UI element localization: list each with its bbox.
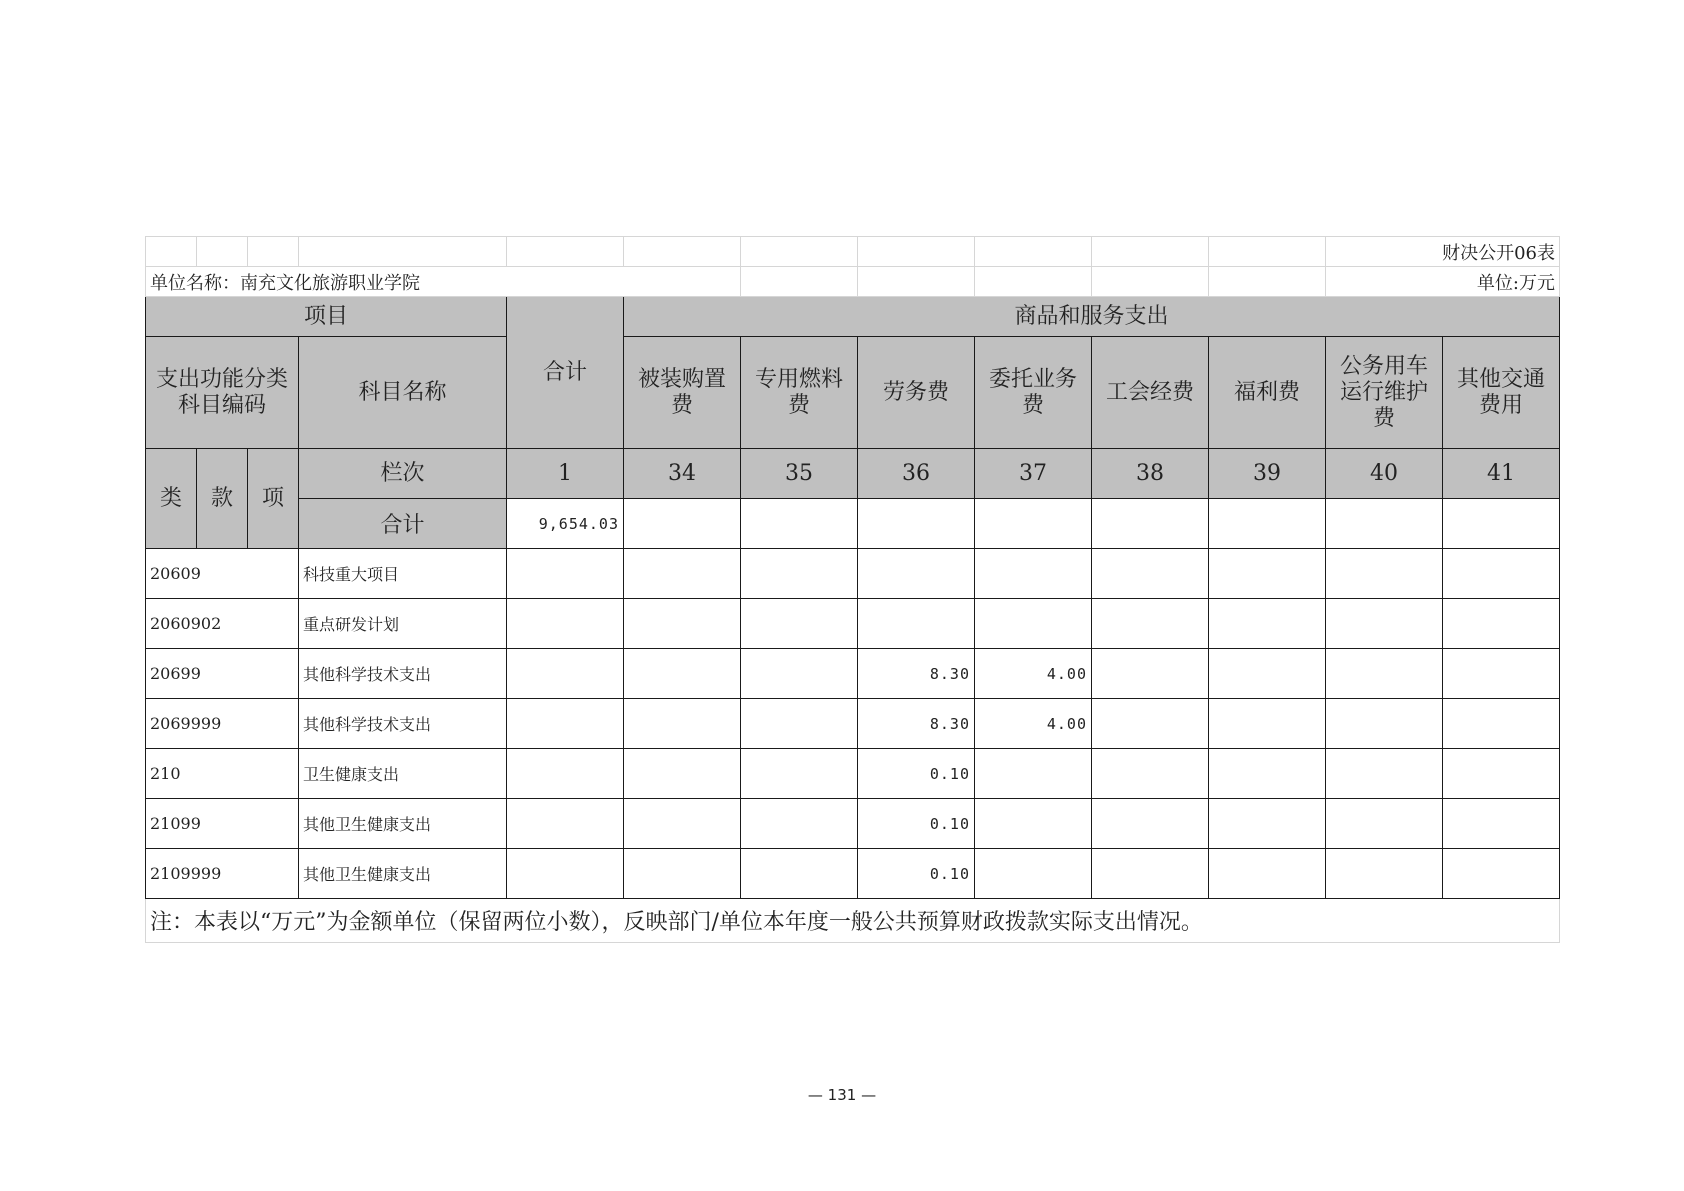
row-c38 — [1092, 599, 1209, 649]
row-c38 — [1092, 649, 1209, 699]
row-total — [507, 799, 624, 849]
header-func-code: 支出功能分类科目编码 — [146, 337, 299, 449]
row-c37 — [975, 799, 1092, 849]
unit-label: 单位:万元 — [1326, 267, 1560, 297]
totals-row — [146, 499, 1560, 549]
row-total — [507, 699, 624, 749]
row-c35 — [741, 649, 858, 699]
header-col-41: 其他交通费用 — [1443, 337, 1560, 449]
header-lanci: 栏次 — [299, 449, 507, 499]
row-c36 — [858, 549, 975, 599]
row-c37: 4.00 — [975, 699, 1092, 749]
page-number: — 131 — — [807, 1086, 877, 1104]
row-c34 — [624, 749, 741, 799]
row-c39 — [1209, 849, 1326, 899]
table-row — [146, 699, 1560, 749]
row-name: 科技重大项目 — [299, 549, 507, 599]
row-name: 其他卫生健康支出 — [299, 849, 507, 899]
row-c36: 8.30 — [858, 699, 975, 749]
table-row — [146, 599, 1560, 649]
row-c36: 0.10 — [858, 799, 975, 849]
unit-name: 单位名称：南充文化旅游职业学院 — [146, 267, 741, 297]
row-c35 — [741, 599, 858, 649]
row-c41 — [1443, 749, 1560, 799]
row-name: 重点研发计划 — [299, 599, 507, 649]
table-row — [146, 849, 1560, 899]
row-c39 — [1209, 749, 1326, 799]
row-c34 — [624, 549, 741, 599]
row-c38 — [1092, 749, 1209, 799]
row-c40 — [1326, 649, 1443, 699]
row-c34 — [624, 649, 741, 699]
header-col-35: 专用燃料费 — [741, 337, 858, 449]
row-c34 — [624, 699, 741, 749]
row-total — [507, 549, 624, 599]
row-c34 — [624, 799, 741, 849]
header-row-2 — [146, 337, 1560, 449]
header-col-34: 被装购置费 — [624, 337, 741, 449]
row-c34 — [624, 849, 741, 899]
row-c39 — [1209, 649, 1326, 699]
col-number-41: 41 — [1443, 449, 1560, 499]
row-code: 21099 — [146, 799, 299, 849]
totals-c37 — [975, 499, 1092, 549]
totals-c36 — [858, 499, 975, 549]
totals-c40 — [1326, 499, 1443, 549]
row-c37 — [975, 599, 1092, 649]
row-c35 — [741, 699, 858, 749]
row-c41 — [1443, 599, 1560, 649]
row-total — [507, 749, 624, 799]
row-c40 — [1326, 549, 1443, 599]
col-number-total: 1 — [507, 449, 624, 499]
totals-c41 — [1443, 499, 1560, 549]
row-c37: 4.00 — [975, 649, 1092, 699]
col-number-35: 35 — [741, 449, 858, 499]
header-row-lanci — [146, 449, 1560, 499]
table-row — [146, 799, 1560, 849]
col-number-39: 39 — [1209, 449, 1326, 499]
table-id: 财决公开06表 — [1326, 237, 1560, 267]
row-total — [507, 849, 624, 899]
row-c35 — [741, 549, 858, 599]
meta-row-table-id — [146, 237, 1560, 267]
finance-sheet — [145, 236, 1559, 943]
row-code: 20699 — [146, 649, 299, 699]
row-c38 — [1092, 699, 1209, 749]
row-c37 — [975, 549, 1092, 599]
row-code: 2069999 — [146, 699, 299, 749]
header-col-37: 委托业务费 — [975, 337, 1092, 449]
row-c41 — [1443, 699, 1560, 749]
col-number-34: 34 — [624, 449, 741, 499]
header-col-40: 公务用车运行维护费 — [1326, 337, 1443, 449]
header-kuan: 款 — [197, 449, 248, 549]
row-c40 — [1326, 699, 1443, 749]
row-c38 — [1092, 849, 1209, 899]
row-code: 210 — [146, 749, 299, 799]
row-c35 — [741, 849, 858, 899]
row-c36: 0.10 — [858, 749, 975, 799]
row-c40 — [1326, 599, 1443, 649]
row-c39 — [1209, 699, 1326, 749]
header-lei: 类 — [146, 449, 197, 549]
row-name: 其他卫生健康支出 — [299, 799, 507, 849]
row-c39 — [1209, 549, 1326, 599]
row-code: 2060902 — [146, 599, 299, 649]
table-row — [146, 649, 1560, 699]
col-number-38: 38 — [1092, 449, 1209, 499]
row-c39 — [1209, 599, 1326, 649]
table-row — [146, 549, 1560, 599]
header-total: 合计 — [507, 297, 624, 449]
row-name: 卫生健康支出 — [299, 749, 507, 799]
totals-label: 合计 — [299, 499, 507, 549]
totals-c39 — [1209, 499, 1326, 549]
row-c34 — [624, 599, 741, 649]
header-subject-name: 科目名称 — [299, 337, 507, 449]
table-row — [146, 749, 1560, 799]
row-c41 — [1443, 799, 1560, 849]
col-number-40: 40 — [1326, 449, 1443, 499]
row-c40 — [1326, 799, 1443, 849]
header-xiang: 项 — [248, 449, 299, 549]
header-col-36: 劳务费 — [858, 337, 975, 449]
header-row-1 — [146, 297, 1560, 337]
row-code: 20609 — [146, 549, 299, 599]
row-c37 — [975, 849, 1092, 899]
meta-row-unit — [146, 267, 1560, 297]
row-total — [507, 649, 624, 699]
table-note: 注：本表以“万元”为金额单位（保留两位小数），反映部门/单位本年度一般公共预算财政拨款实际支出情况。 — [146, 899, 1560, 943]
row-c41 — [1443, 649, 1560, 699]
totals-c34 — [624, 499, 741, 549]
totals-c38 — [1092, 499, 1209, 549]
note-row — [146, 899, 1560, 943]
col-number-36: 36 — [858, 449, 975, 499]
row-c40 — [1326, 749, 1443, 799]
row-c40 — [1326, 849, 1443, 899]
totals-c35 — [741, 499, 858, 549]
row-c39 — [1209, 799, 1326, 849]
header-col-39: 福利费 — [1209, 337, 1326, 449]
col-number-37: 37 — [975, 449, 1092, 499]
row-code: 2109999 — [146, 849, 299, 899]
row-c36: 0.10 — [858, 849, 975, 899]
row-name: 其他科学技术支出 — [299, 649, 507, 699]
row-c37 — [975, 749, 1092, 799]
header-project: 项目 — [146, 297, 507, 337]
row-total — [507, 599, 624, 649]
row-c41 — [1443, 849, 1560, 899]
row-c35 — [741, 799, 858, 849]
header-col-38: 工会经费 — [1092, 337, 1209, 449]
expenditure-table — [145, 236, 1560, 943]
row-c36 — [858, 599, 975, 649]
totals-total: 9,654.03 — [507, 499, 624, 549]
row-c38 — [1092, 549, 1209, 599]
header-goods-services: 商品和服务支出 — [624, 297, 1560, 337]
row-c36: 8.30 — [858, 649, 975, 699]
row-name: 其他科学技术支出 — [299, 699, 507, 749]
row-c38 — [1092, 799, 1209, 849]
row-c41 — [1443, 549, 1560, 599]
row-c35 — [741, 749, 858, 799]
